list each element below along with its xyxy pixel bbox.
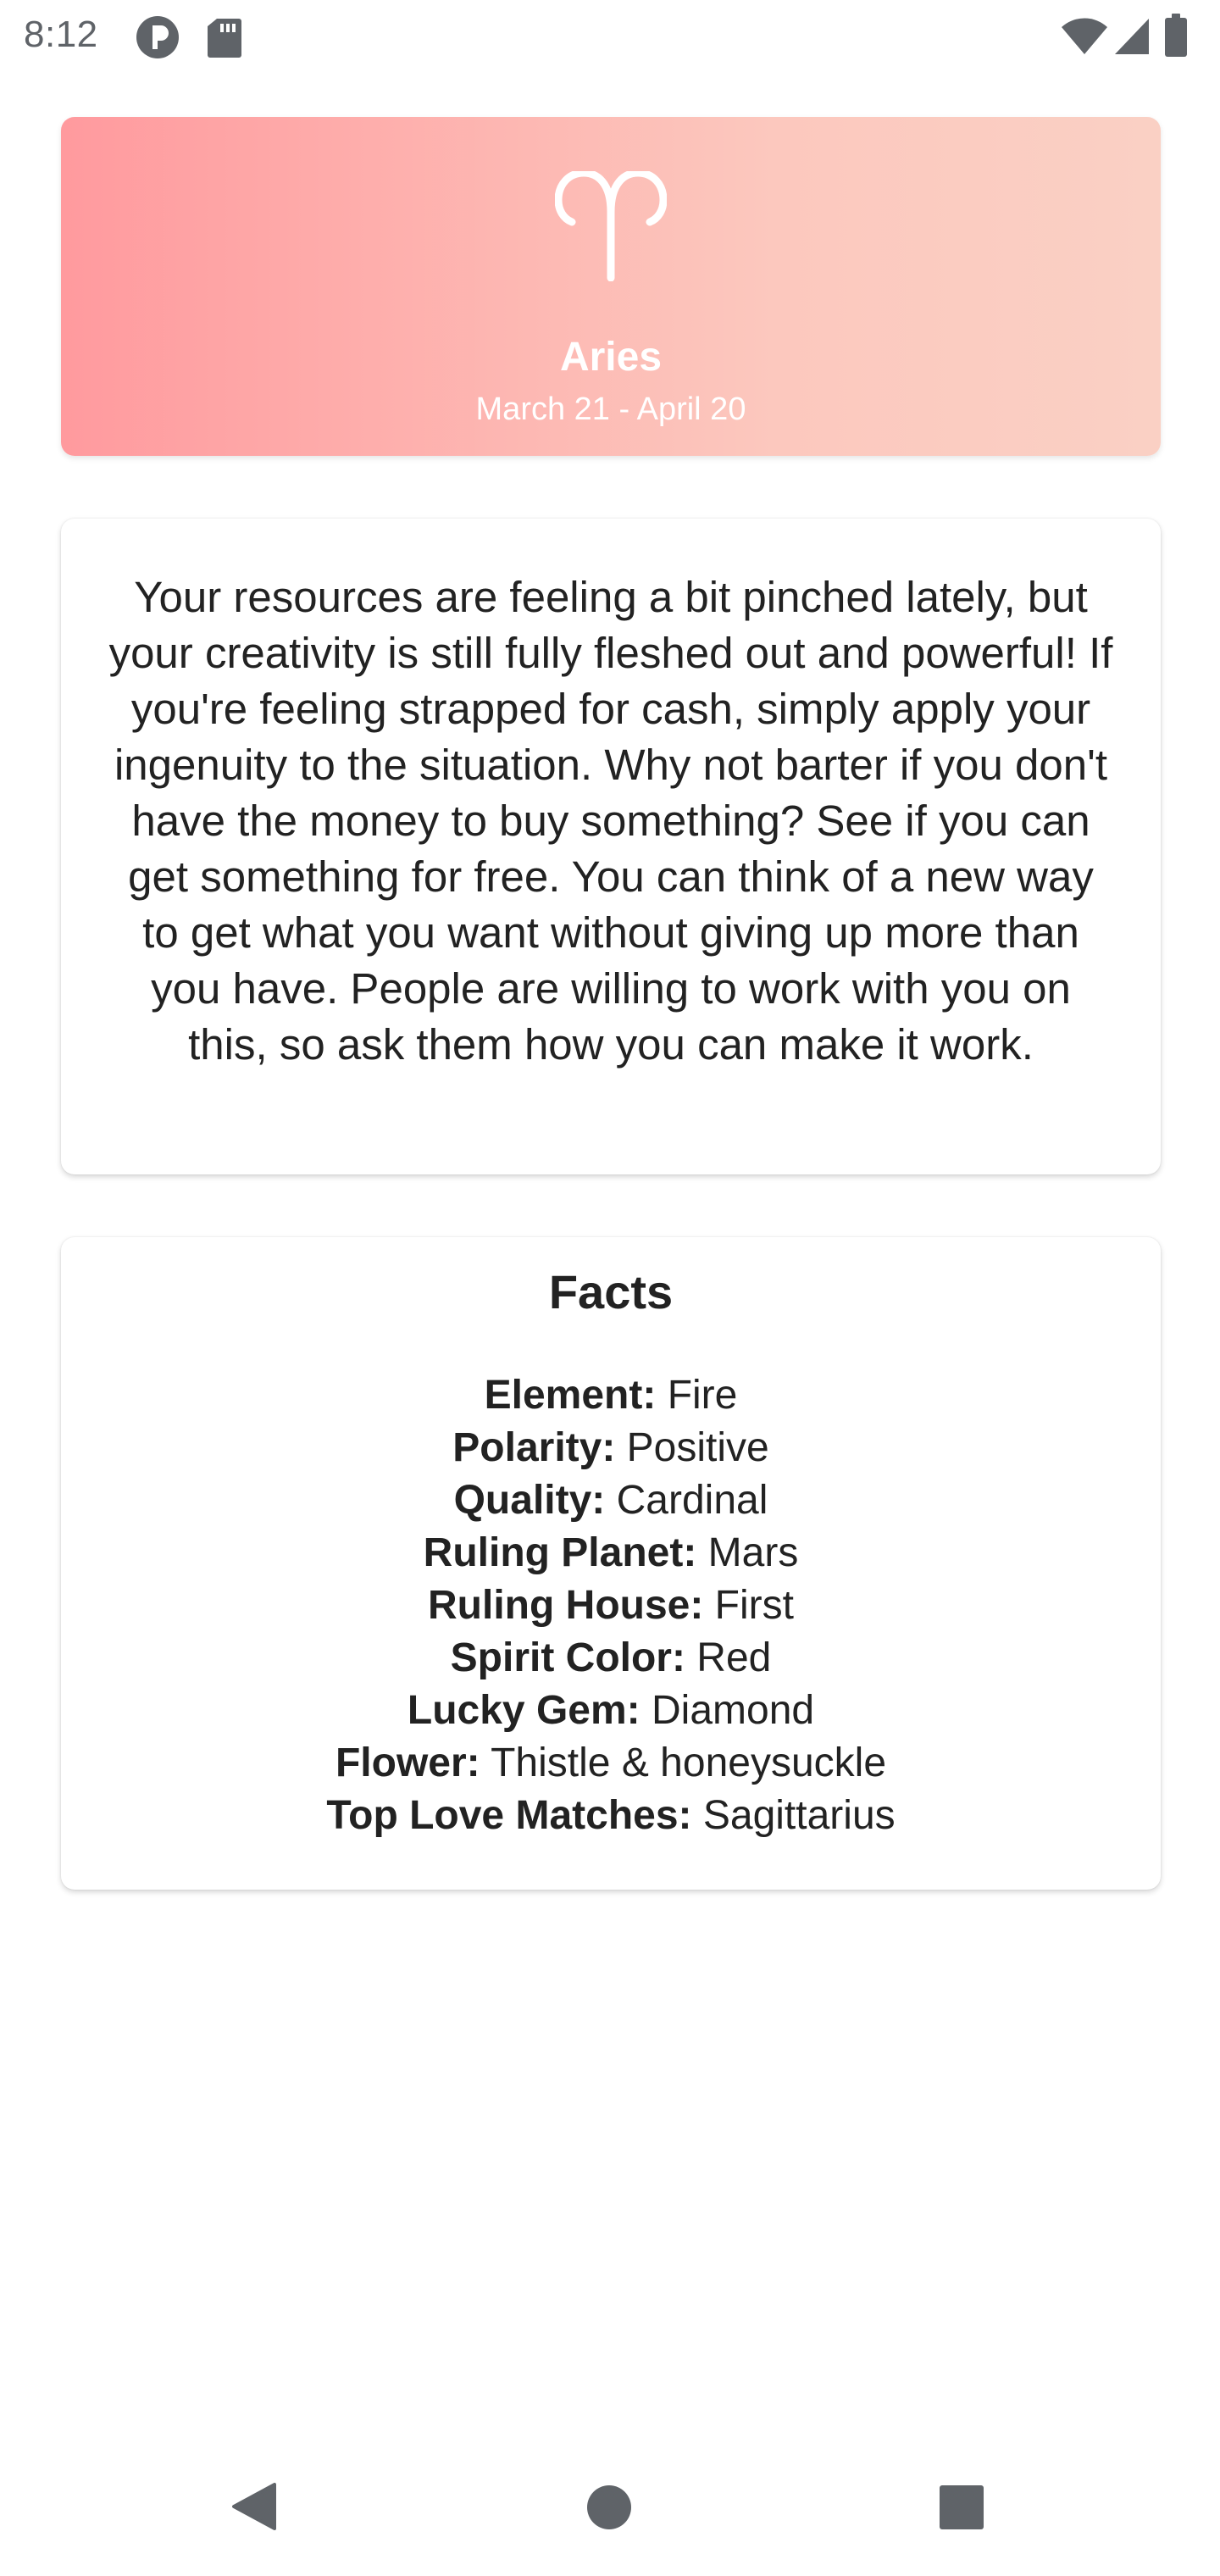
facts-card xyxy=(61,1237,1161,1890)
fact-value: Cardinal xyxy=(616,1478,768,1523)
fact-spirit-color xyxy=(61,1632,1161,1685)
sd-card-icon xyxy=(207,17,242,58)
fact-label: Top Love Matches: xyxy=(326,1793,692,1838)
navigation-bar xyxy=(0,2457,1220,2576)
fact-flower xyxy=(61,1737,1161,1790)
sign-name: Aries xyxy=(559,335,663,380)
fact-value: Diamond xyxy=(652,1688,815,1733)
recents-icon[interactable] xyxy=(939,2484,984,2530)
horoscope-text: Your resources are feeling a bit pinched lately, but your creativity is still fully fleshed out and powerful! If you're feeling strapped for cash, simply apply your ingenuity to the situation. Why not barter if you don't have the money to buy something? See if you can get something for free. You can think of a new way to get what you want without giving up more than you have. People are willing to work with you on this, so ask them how you can make it work. xyxy=(108,573,1113,1069)
fact-value: Thistle & honeysuckle xyxy=(491,1740,887,1785)
signal-icon xyxy=(1113,17,1151,56)
fact-value: Sagittarius xyxy=(702,1793,896,1838)
sign-dates: March 21 - April 20 xyxy=(475,391,746,427)
facts-title: Facts xyxy=(548,1265,674,1319)
fact-value: Fire xyxy=(667,1373,738,1418)
fact-value: Red xyxy=(696,1635,772,1680)
fact-label: Spirit Color: xyxy=(450,1635,685,1680)
back-icon[interactable] xyxy=(230,2481,278,2532)
sign-header-card xyxy=(61,117,1161,456)
status-time: 8:12 xyxy=(24,14,98,55)
fact-label: Ruling House: xyxy=(428,1583,704,1628)
fact-label: Lucky Gem: xyxy=(407,1688,640,1733)
fact-label: Flower: xyxy=(335,1740,480,1785)
fact-ruling-planet xyxy=(61,1527,1161,1579)
battery-icon xyxy=(1164,14,1188,58)
fact-value: Mars xyxy=(707,1530,799,1575)
home-icon[interactable] xyxy=(586,2484,632,2530)
facts-list xyxy=(61,1369,1161,1842)
fact-label: Quality: xyxy=(453,1478,606,1523)
fact-element xyxy=(61,1369,1161,1422)
horoscope-card xyxy=(61,519,1161,1174)
aries-symbol-icon xyxy=(555,171,667,281)
fact-value: First xyxy=(714,1583,794,1628)
app-notification-icon xyxy=(136,15,180,59)
fact-label: Polarity: xyxy=(452,1425,616,1470)
fact-value: Positive xyxy=(626,1425,769,1470)
fact-label: Element: xyxy=(484,1373,657,1418)
fact-top-love-matches xyxy=(61,1790,1161,1842)
fact-ruling-house xyxy=(61,1579,1161,1632)
wifi-icon xyxy=(1061,17,1108,56)
fact-lucky-gem xyxy=(61,1685,1161,1737)
fact-quality xyxy=(61,1474,1161,1527)
fact-label: Ruling Planet: xyxy=(423,1530,697,1575)
fact-polarity xyxy=(61,1422,1161,1474)
status-bar xyxy=(0,0,1220,73)
